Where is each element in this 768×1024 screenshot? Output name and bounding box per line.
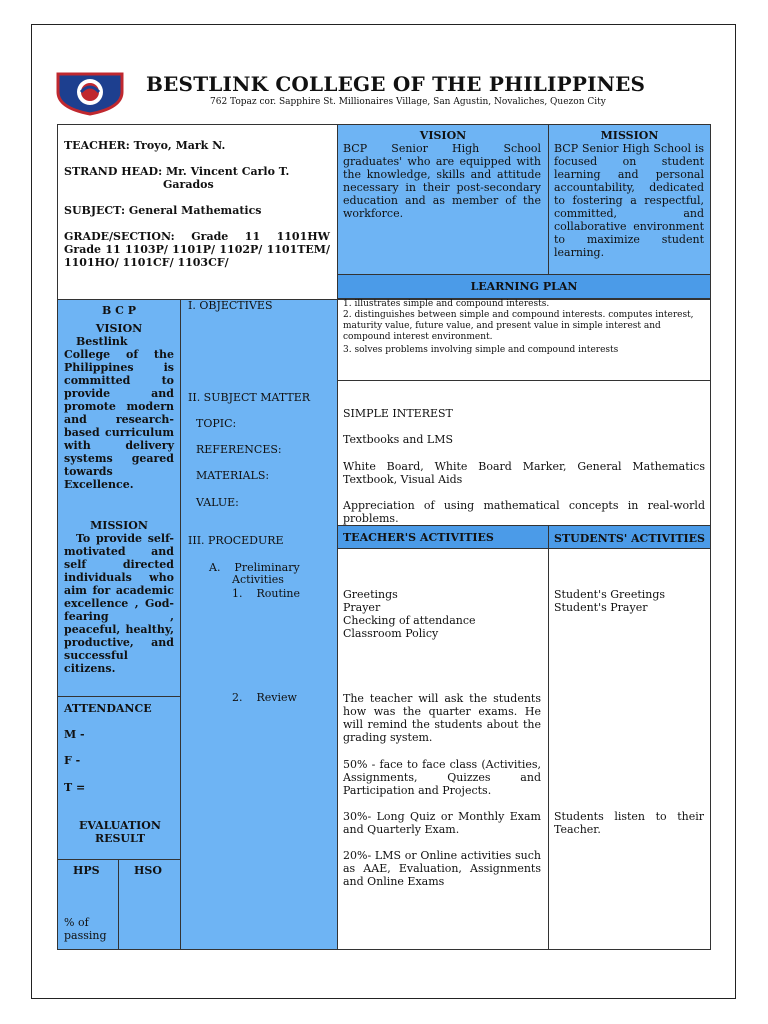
subject: SUBJECT: General Mathematics <box>64 204 262 217</box>
student-review: Students listen to their Teacher. <box>554 810 704 836</box>
vision-title: VISION <box>419 129 467 142</box>
attendance-title: ATTENDANCE <box>64 702 152 715</box>
label-value: VALUE: <box>196 496 239 509</box>
references-value: Textbooks and LMS <box>343 433 453 446</box>
school-address: 762 Topaz cor. Sapphire St. Millionaires Village, San Agustin, Novaliches, Quezon City <box>210 97 606 107</box>
label-routine: 1. Routine <box>232 587 301 600</box>
objective-3: 3. solves problems involving simple and compound interests <box>343 345 619 355</box>
hso-label: HSO <box>134 864 162 877</box>
sidebar-mission-text: To provide self-motivated and self directed individuals who aim for academic excellence , God-fearing , peaceful, healthy, productive, and successful citizens. <box>64 532 174 675</box>
passing-label: % of passing <box>64 916 107 942</box>
label-review: 2. Review <box>232 691 297 704</box>
strand-head: STRAND HEAD: Mr. Vincent Carlo T. <box>64 165 290 178</box>
student-routine: Student's Greetings Student's Prayer <box>554 588 666 614</box>
sidebar-bcp: B C P <box>102 304 136 317</box>
section-procedure: III. PROCEDURE <box>188 534 284 547</box>
sidebar-vision-title: VISION <box>95 322 143 335</box>
attendance-total: T = <box>64 781 86 794</box>
teacher-name: TEACHER: Troyo, Mark N. <box>64 139 226 152</box>
teacher-review-intro: The teacher will ask the students how was the quarter exams. He will remind the students about the grading system. <box>343 692 541 744</box>
hps-label: HPS <box>73 864 100 877</box>
teacher-activities-title: TEACHER'S ACTIVITIES <box>343 531 494 544</box>
section-objectives: I. OBJECTIVES <box>188 299 273 312</box>
label-materials: MATERIALS: <box>196 469 270 482</box>
value-value: Appreciation of using mathematical concepts in real-world problems. <box>343 499 705 525</box>
label-references: REFERENCES: <box>196 443 282 456</box>
teacher-review-20: 20%- LMS or Online activities such as AAE, Evaluation, Assignments and Online Exams <box>343 849 541 888</box>
learning-plan-title: LEARNING PLAN <box>470 280 578 293</box>
mission-title: MISSION <box>600 129 659 142</box>
objective-1: 1. illustrates simple and compound interests. <box>343 299 550 309</box>
teacher-review-50: 50% - face to face class (Activities, Assignments, Quizzes and Participation and Projects. <box>343 758 541 797</box>
label-preliminary: A. Preliminary <box>209 561 300 574</box>
objective-2: 2. distinguishes between simple and compound interests. computes interest, maturity value, future value, and present value in simple interest and compound interest environment. <box>343 310 694 342</box>
attendance-female: F - <box>64 754 81 767</box>
label-activities: Activities <box>232 573 284 586</box>
mission-text: BCP Senior High School is focused on student learning and personal accountability, dedicated to fostering a respectful, committed, and collaborative environment to maximize student learning. <box>554 142 704 259</box>
strand-head-name: Garados <box>163 178 214 191</box>
teacher-routine: Greetings Prayer Checking of attendance Classroom Policy <box>343 588 476 640</box>
topic-value: SIMPLE INTEREST <box>343 407 453 420</box>
teacher-review-30: 30%- Long Quiz or Monthly Exam and Quarterly Exam. <box>343 810 541 836</box>
school-logo <box>54 70 126 116</box>
vision-text: BCP Senior High School graduates' who are equipped with the knowledge, skills and attitude necessary in their post-secondary education and as member of the workforce. <box>343 142 541 220</box>
evaluation-title: EVALUATION RESULT <box>79 819 161 845</box>
section-subject-matter: II. SUBJECT MATTER <box>188 391 311 404</box>
materials-value: White Board, White Board Marker, General Mathematics Textbook, Visual Aids <box>343 460 705 486</box>
sidebar-mission-title: MISSION <box>90 519 148 532</box>
label-topic: TOPIC: <box>196 417 237 430</box>
student-activities-title: STUDENTS' ACTIVITIES <box>554 532 705 545</box>
school-name: BESTLINK COLLEGE OF THE PHILIPPINES <box>146 72 646 96</box>
sidebar-vision-text: Bestlink College of the Philippines is committed to provide and promote modern and research-based curriculum with delivery systems geared towards Excellence. <box>64 335 174 491</box>
grade-section: GRADE/SECTION: Grade 11 1101HW Grade 11 1103P/ 1101P/ 1102P/ 1101TEM/ 1101HO/ 1101CF/ 1103CF/ <box>64 230 330 269</box>
attendance-male: M - <box>64 728 85 741</box>
